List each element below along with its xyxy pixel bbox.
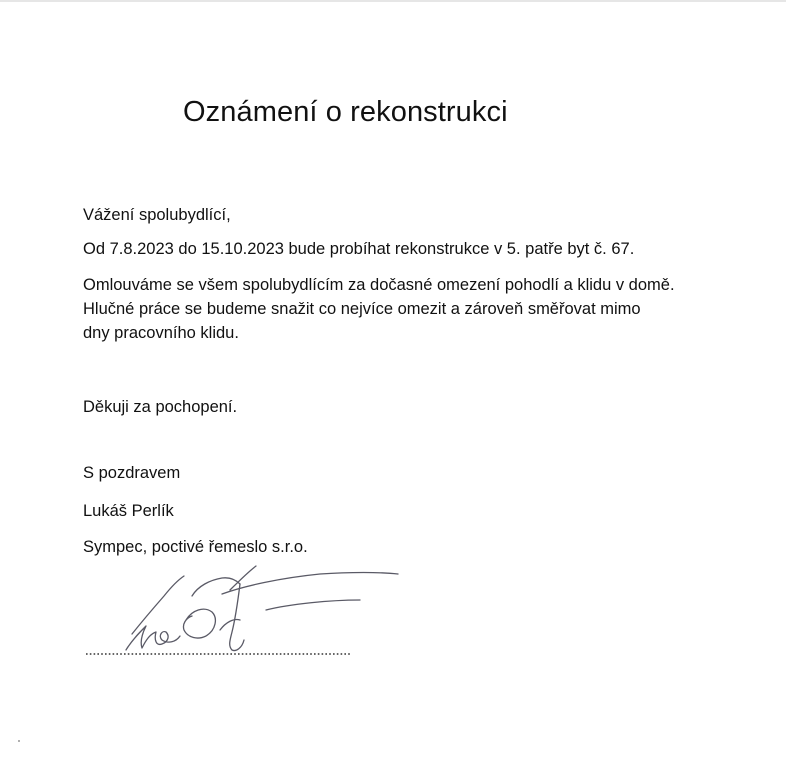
- company-name: Sympec, poctivé řemeslo s.r.o.: [83, 538, 308, 556]
- signer-name: Lukáš Perlík: [83, 502, 174, 520]
- top-border: [0, 0, 786, 2]
- apology-line-1: Omlouváme se všem spolubydlícím za dočasné omezení pohodlí a klidu v domě.: [83, 276, 675, 294]
- closing-line: S pozdravem: [83, 464, 181, 482]
- handwritten-signature: [80, 560, 410, 670]
- apology-line-3: dny pracovního klidu.: [83, 324, 239, 342]
- signature-ink: [126, 566, 398, 651]
- document-title: Oznámení o rekonstrukci: [183, 96, 508, 128]
- dates-line: Od 7.8.2023 do 15.10.2023 bude probíhat rekonstrukce v 5. patře byt č. 67.: [83, 240, 635, 258]
- greeting: Vážení spolubydlící,: [83, 206, 231, 224]
- thanks-line: Děkuji za pochopení.: [83, 398, 238, 416]
- apology-line-2: Hlučné práce se budeme snažit co nejvíce omezit a zároveň směřovat mimo: [83, 300, 641, 318]
- scan-speck: [18, 740, 20, 742]
